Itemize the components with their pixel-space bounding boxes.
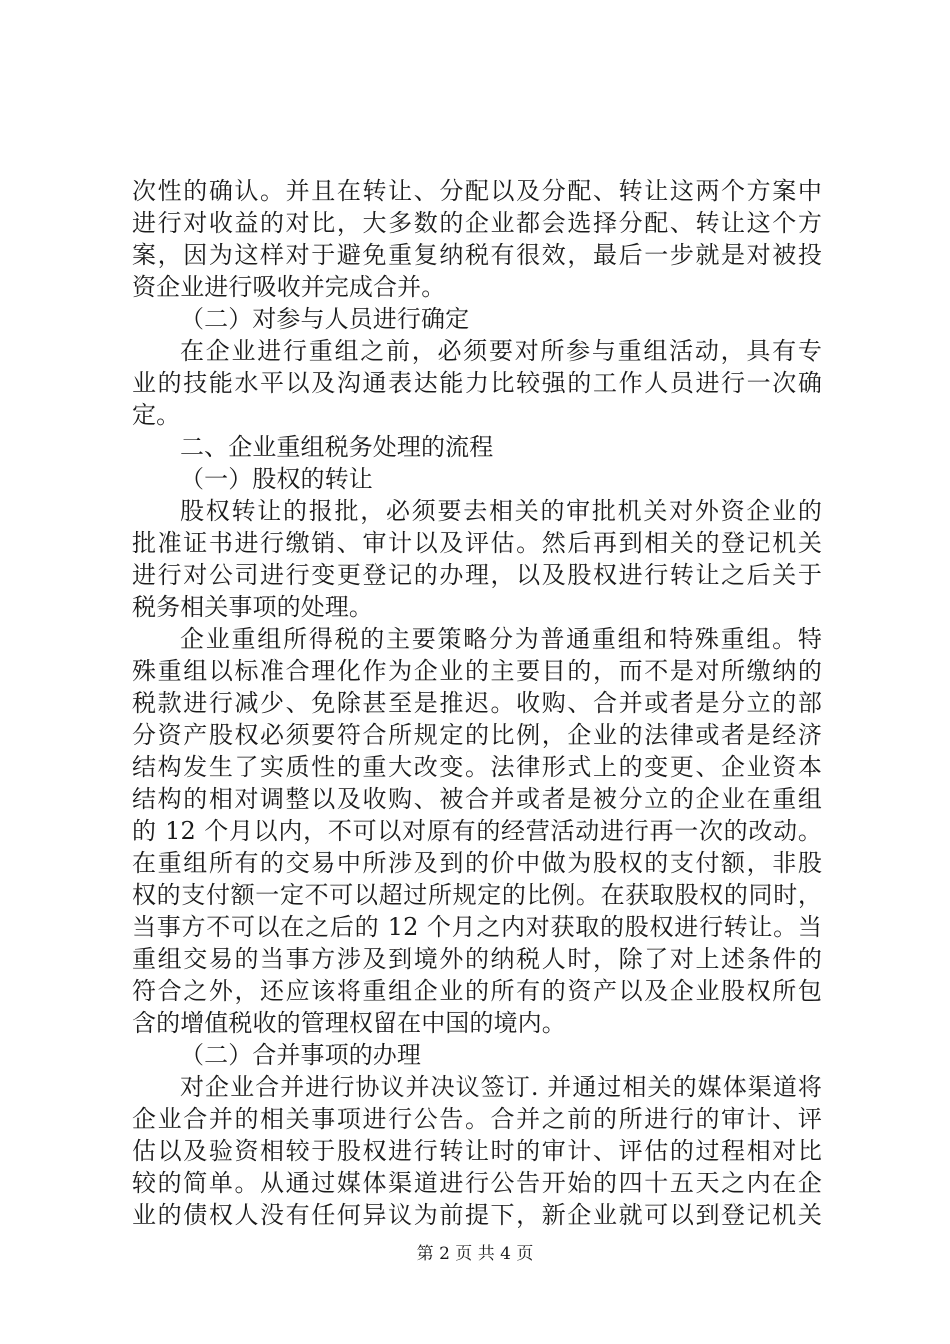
page-footer: 第 2 页 共 4 页 bbox=[416, 1244, 534, 1264]
text-line: 当事方不可以在之后的 12 个月之内对获取的股权进行转让。当 bbox=[132, 913, 822, 941]
text-line: 分资产股权必须要符合所规定的比例，企业的法律或者是经济 bbox=[132, 721, 822, 749]
text-line: 在重组所有的交易中所涉及到的价中做为股权的支付额，非股 bbox=[132, 849, 822, 877]
text-line: 结构的相对调整以及收购、被合并或者是被分立的企业在重组 bbox=[132, 785, 822, 813]
text-line: 进行对公司进行变更登记的办理，以及股权进行转让之后关于 bbox=[132, 561, 822, 589]
text-line: 资企业进行吸收并完成合并。 bbox=[132, 273, 446, 301]
text-line: 在企业进行重组之前，必须要对所参与重组活动，具有专 bbox=[180, 337, 822, 365]
text-line: 税务相关事项的处理。 bbox=[132, 593, 373, 621]
document-body bbox=[132, 175, 822, 1231]
text-line: 的 12 个月以内，不可以对原有的经营活动进行再一次的改动。 bbox=[132, 817, 822, 845]
text-line: 次性的确认。并且在转让、分配以及分配、转让这两个方案中 bbox=[132, 177, 822, 205]
text-line: 股权转让的报批，必须要去相关的审批机关对外资企业的 bbox=[180, 497, 822, 525]
text-line: 业的技能水平以及沟通表达能力比较强的工作人员进行一次确 bbox=[132, 369, 822, 397]
text-line: 案，因为这样对于避免重复纳税有很效，最后一步就是对被投 bbox=[132, 241, 822, 269]
text-line: 结构发生了实质性的重大改变。法律形式上的变更、企业资本 bbox=[132, 753, 822, 781]
text-line: 殊重组以标准合理化作为企业的主要目的，而不是对所缴纳的 bbox=[132, 657, 822, 685]
text-line: 业的债权人没有任何异议为前提下，新企业就可以到登记机关 bbox=[132, 1201, 822, 1229]
text-line: 进行对收益的对比，大多数的企业都会选择分配、转让这个方 bbox=[132, 209, 822, 237]
text-line: 重组交易的当事方涉及到境外的纳税人时，除了对上述条件的 bbox=[132, 945, 822, 973]
text-line: （二）对参与人员进行确定 bbox=[180, 305, 470, 333]
text-line: 企业合并的相关事项进行公告。合并之前的所进行的审计、评 bbox=[132, 1105, 822, 1133]
text-line: 二、企业重组税务处理的流程 bbox=[180, 433, 494, 461]
text-line: 较的简单。从通过媒体渠道进行公告开始的四十五天之内在企 bbox=[132, 1169, 822, 1197]
text-line: 税款进行减少、免除甚至是推迟。收购、合并或者是分立的部 bbox=[132, 689, 822, 717]
text-line: 定。 bbox=[132, 401, 181, 429]
text-line: 对企业合并进行协议并决议签订. 并通过相关的媒体渠道将 bbox=[180, 1073, 822, 1101]
text-line: （二）合并事项的办理 bbox=[180, 1041, 421, 1069]
text-line: 企业重组所得税的主要策略分为普通重组和特殊重组。特 bbox=[180, 625, 822, 653]
text-line: 权的支付额一定不可以超过所规定的比例。在获取股权的同时， bbox=[132, 881, 822, 909]
text-line: 含的增值税收的管理权留在中国的境内。 bbox=[132, 1009, 566, 1037]
text-line: 符合之外，还应该将重组企业的所有的资产以及企业股权所包 bbox=[132, 977, 822, 1005]
text-line: 批准证书进行缴销、审计以及评估。然后再到相关的登记机关 bbox=[132, 529, 822, 557]
text-line: （一）股权的转让 bbox=[180, 465, 373, 493]
text-line: 估以及验资相较于股权进行转让时的审计、评估的过程相对比 bbox=[132, 1137, 822, 1165]
